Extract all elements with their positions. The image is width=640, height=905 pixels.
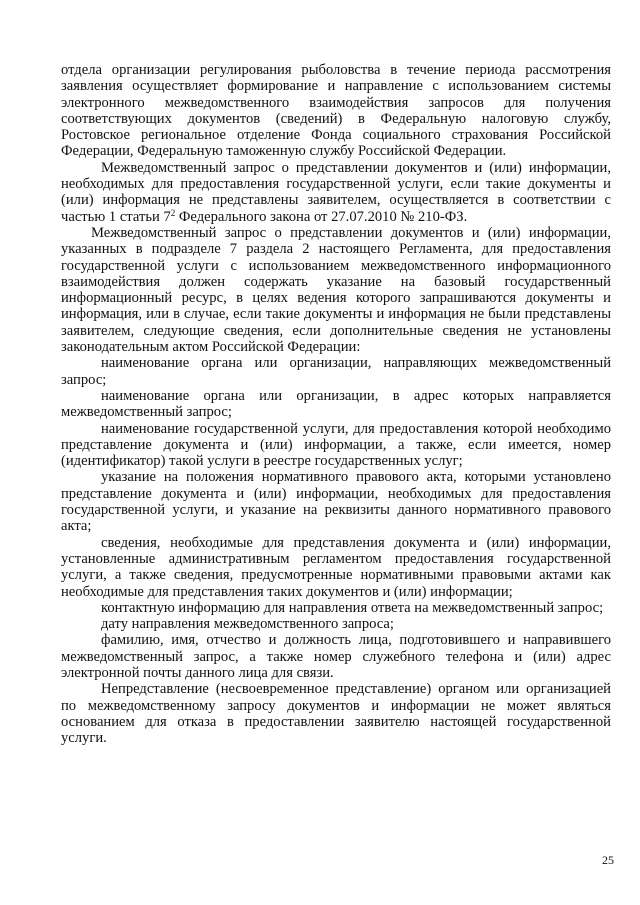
list-item: фамилию, имя, отчество и должность лица, подготовившего и направившего межведомственный запрос, а также номер служебного телефона и (или) адрес электронной почты данного лица для связи. <box>61 632 611 681</box>
paragraph-continuation: отдела организации регулирования рыболовства в течение периода рассмотрения заявления осуществляет формирование и направление с использованием системы электронного межведомственного взаимодействия запросов для получения соответствующих документов (сведений) в Федеральную налоговую службу, Ростовское региональное отделение Фонда социального страхования Российской Федерации, Федеральную таможенную службу Российской Федерации. <box>61 62 611 160</box>
list-item: контактную информацию для направления ответа на межведомственный запрос; <box>101 599 604 616</box>
paragraph-interagency-request <box>61 160 611 225</box>
page-number: 25 <box>602 853 614 867</box>
list-item: указание на положения нормативного правового акта, которыми установлено представление документа и (или) информации, необходимых для предоставления государственной услуги, и указание на реквизиты данного нормативного правового акта; <box>61 469 611 535</box>
list-item: наименование органа или организации, направляющих межведомственный запрос; <box>61 355 611 388</box>
document-body <box>61 62 611 746</box>
list-item: наименование органа или организации, в адрес которых направляется межведомственный запрос; <box>61 387 611 421</box>
list-item: дату направления межведомственного запроса; <box>101 616 394 633</box>
paragraph-text-tail: Федерального закона от 27.07.2010 № 210-ФЗ. <box>175 208 468 225</box>
article-superscript: 2 <box>170 207 176 218</box>
list-item: сведения, необходимые для представления документа и (или) информации, установленные административным регламентом предоставления государственной услуги, а также сведения, предусмотренные нормативными правовыми актами как необходимые для представления таких документов и (или) информации; <box>61 534 611 600</box>
paragraph-text: Межведомственный запрос о представлении документов и (или) информации, необходимых для предоставления государственной услуги, если такие документы и (или) информация не представлены заявителем, осуществляется в соответствии с частью 1 статьи 7 <box>61 159 611 225</box>
paragraph-request-content: Межведомственный запрос о представлении документов и (или) информации, указанных в подразделе 7 раздела 2 настоящего Регламента, для предоставления государственной услуги с использованием межведомственного информационного взаимодействия должен содержать указание на базовый государственный информационный ресурс, в целях ведения которого запрашиваются документы и информация, или в случае, если такие документы и информация не были представлены заявителем, следующие сведения, если дополнительные сведения не установлены законодательным актом Российской Федерации: <box>61 224 611 356</box>
paragraph-non-submission: Непредставление (несвоевременное представление) органом или организацией по межведомственному запросу документов и информации не может являться основанием для отказа в предоставлении заявителю настоящей государственной услуги. <box>61 681 611 747</box>
list-item: наименование государственной услуги, для предоставления которой необходимо представление документа и (или) информации, а также, если имеется, номер (идентификатор) такой услуги в реестре государственных услуг; <box>61 420 611 470</box>
